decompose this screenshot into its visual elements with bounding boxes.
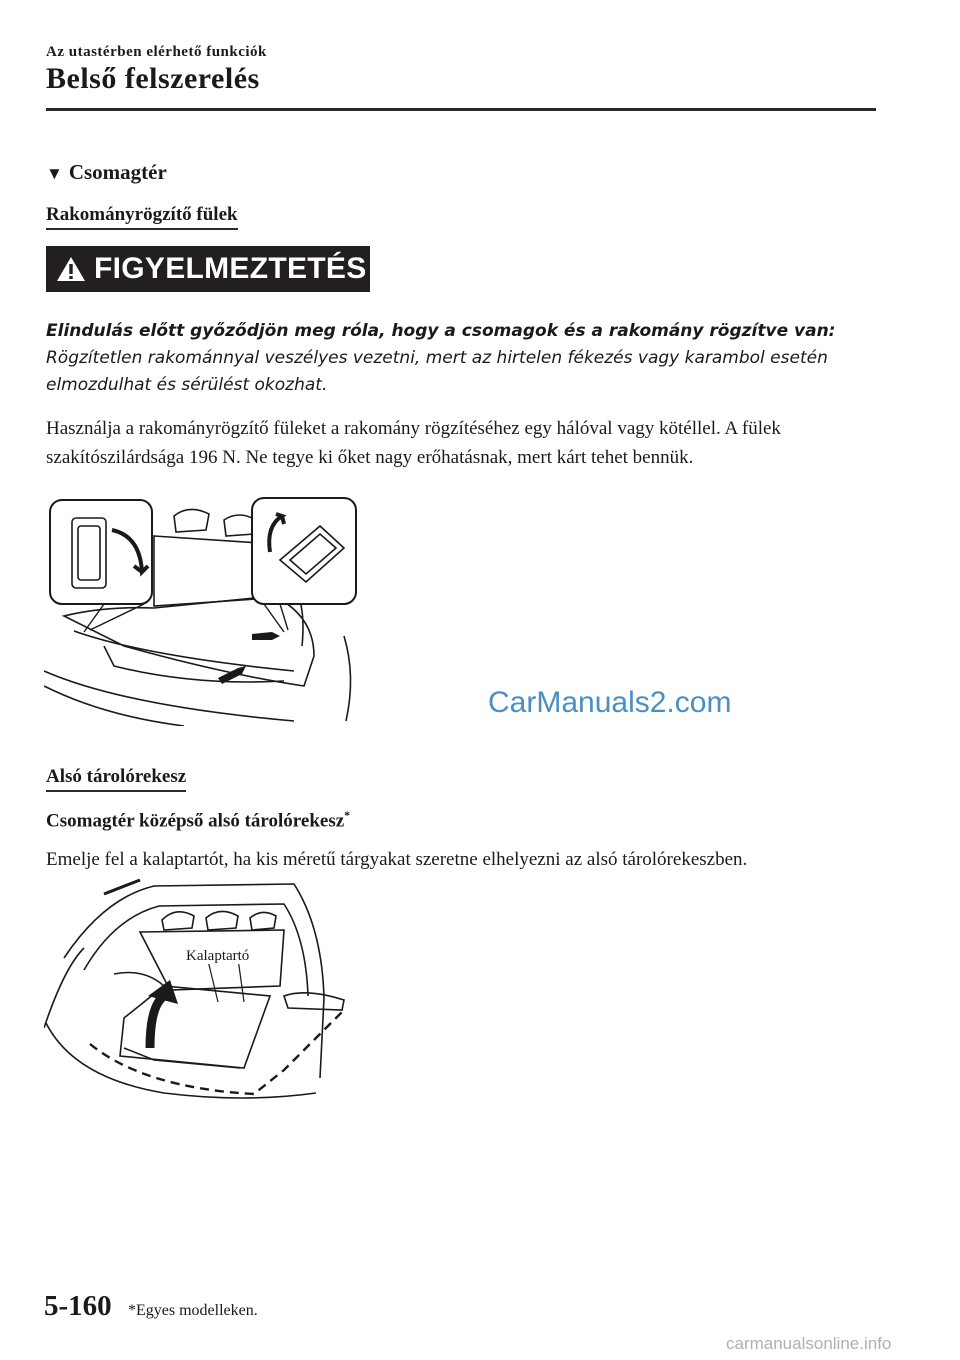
storage-subheading: [46, 808, 350, 832]
storage-subheading-mark: *: [344, 808, 351, 822]
storage-illustration: [44, 878, 356, 1110]
watermark-text: CarManuals2.com: [488, 686, 732, 719]
warning-body: Rögzítetlen rakománnyal veszélyes vezetni, mert az hirtelen fékezés vagy karambol esetén elmozdulhat és sérülést okozhat.: [46, 348, 828, 395]
storage-paragraph: Emelje fel a kalaptartót, ha kis méretű tárgyakat szeretne elhelyezni az alsó tárolórekeszben.: [46, 849, 748, 870]
cargo-hooks-paragraph: Használja a rakományrögzítő füleket a rakomány rögzítéséhez egy hálóval vagy kötéllel. A fülek szakítószilárdsága 196 N. Ne tegye ki őket nagy erőhatásnak, mert kárt tehet bennük.: [46, 418, 781, 468]
section-title: Csomagtér: [68, 160, 167, 184]
title-rule: [46, 108, 876, 111]
cargo-hooks-illustration: [44, 496, 364, 726]
running-head: Az utastérben elérhető funkciók: [46, 44, 267, 60]
footnote: *Egyes modelleken.: [128, 1302, 258, 1319]
warning-triangle-icon: [56, 255, 86, 283]
storage-subheading-text: Csomagtér középső alsó tárolórekesz: [46, 810, 345, 832]
warning-label: FIGYELMEZTETÉS: [94, 252, 367, 285]
section-heading: [46, 160, 167, 185]
warning-bold-line: Elindulás előtt győződjön meg róla, hogy a csomagok és a rakomány rögzítve van:: [46, 321, 836, 341]
warning-text: [46, 318, 886, 399]
triangle-down-icon: ▼: [46, 164, 63, 183]
site-watermark: carmanualsonline.info: [726, 1334, 892, 1353]
warning-banner: [46, 246, 370, 292]
page-number: 5-160: [44, 1290, 112, 1322]
cargo-hooks-heading: Rakományrögzítő fülek: [46, 204, 238, 230]
storage-heading: Alsó tárolórekesz: [46, 766, 186, 792]
chapter-title: Belső felszerelés: [46, 62, 260, 95]
cargo-cover-label: Kalaptartó: [186, 948, 250, 964]
